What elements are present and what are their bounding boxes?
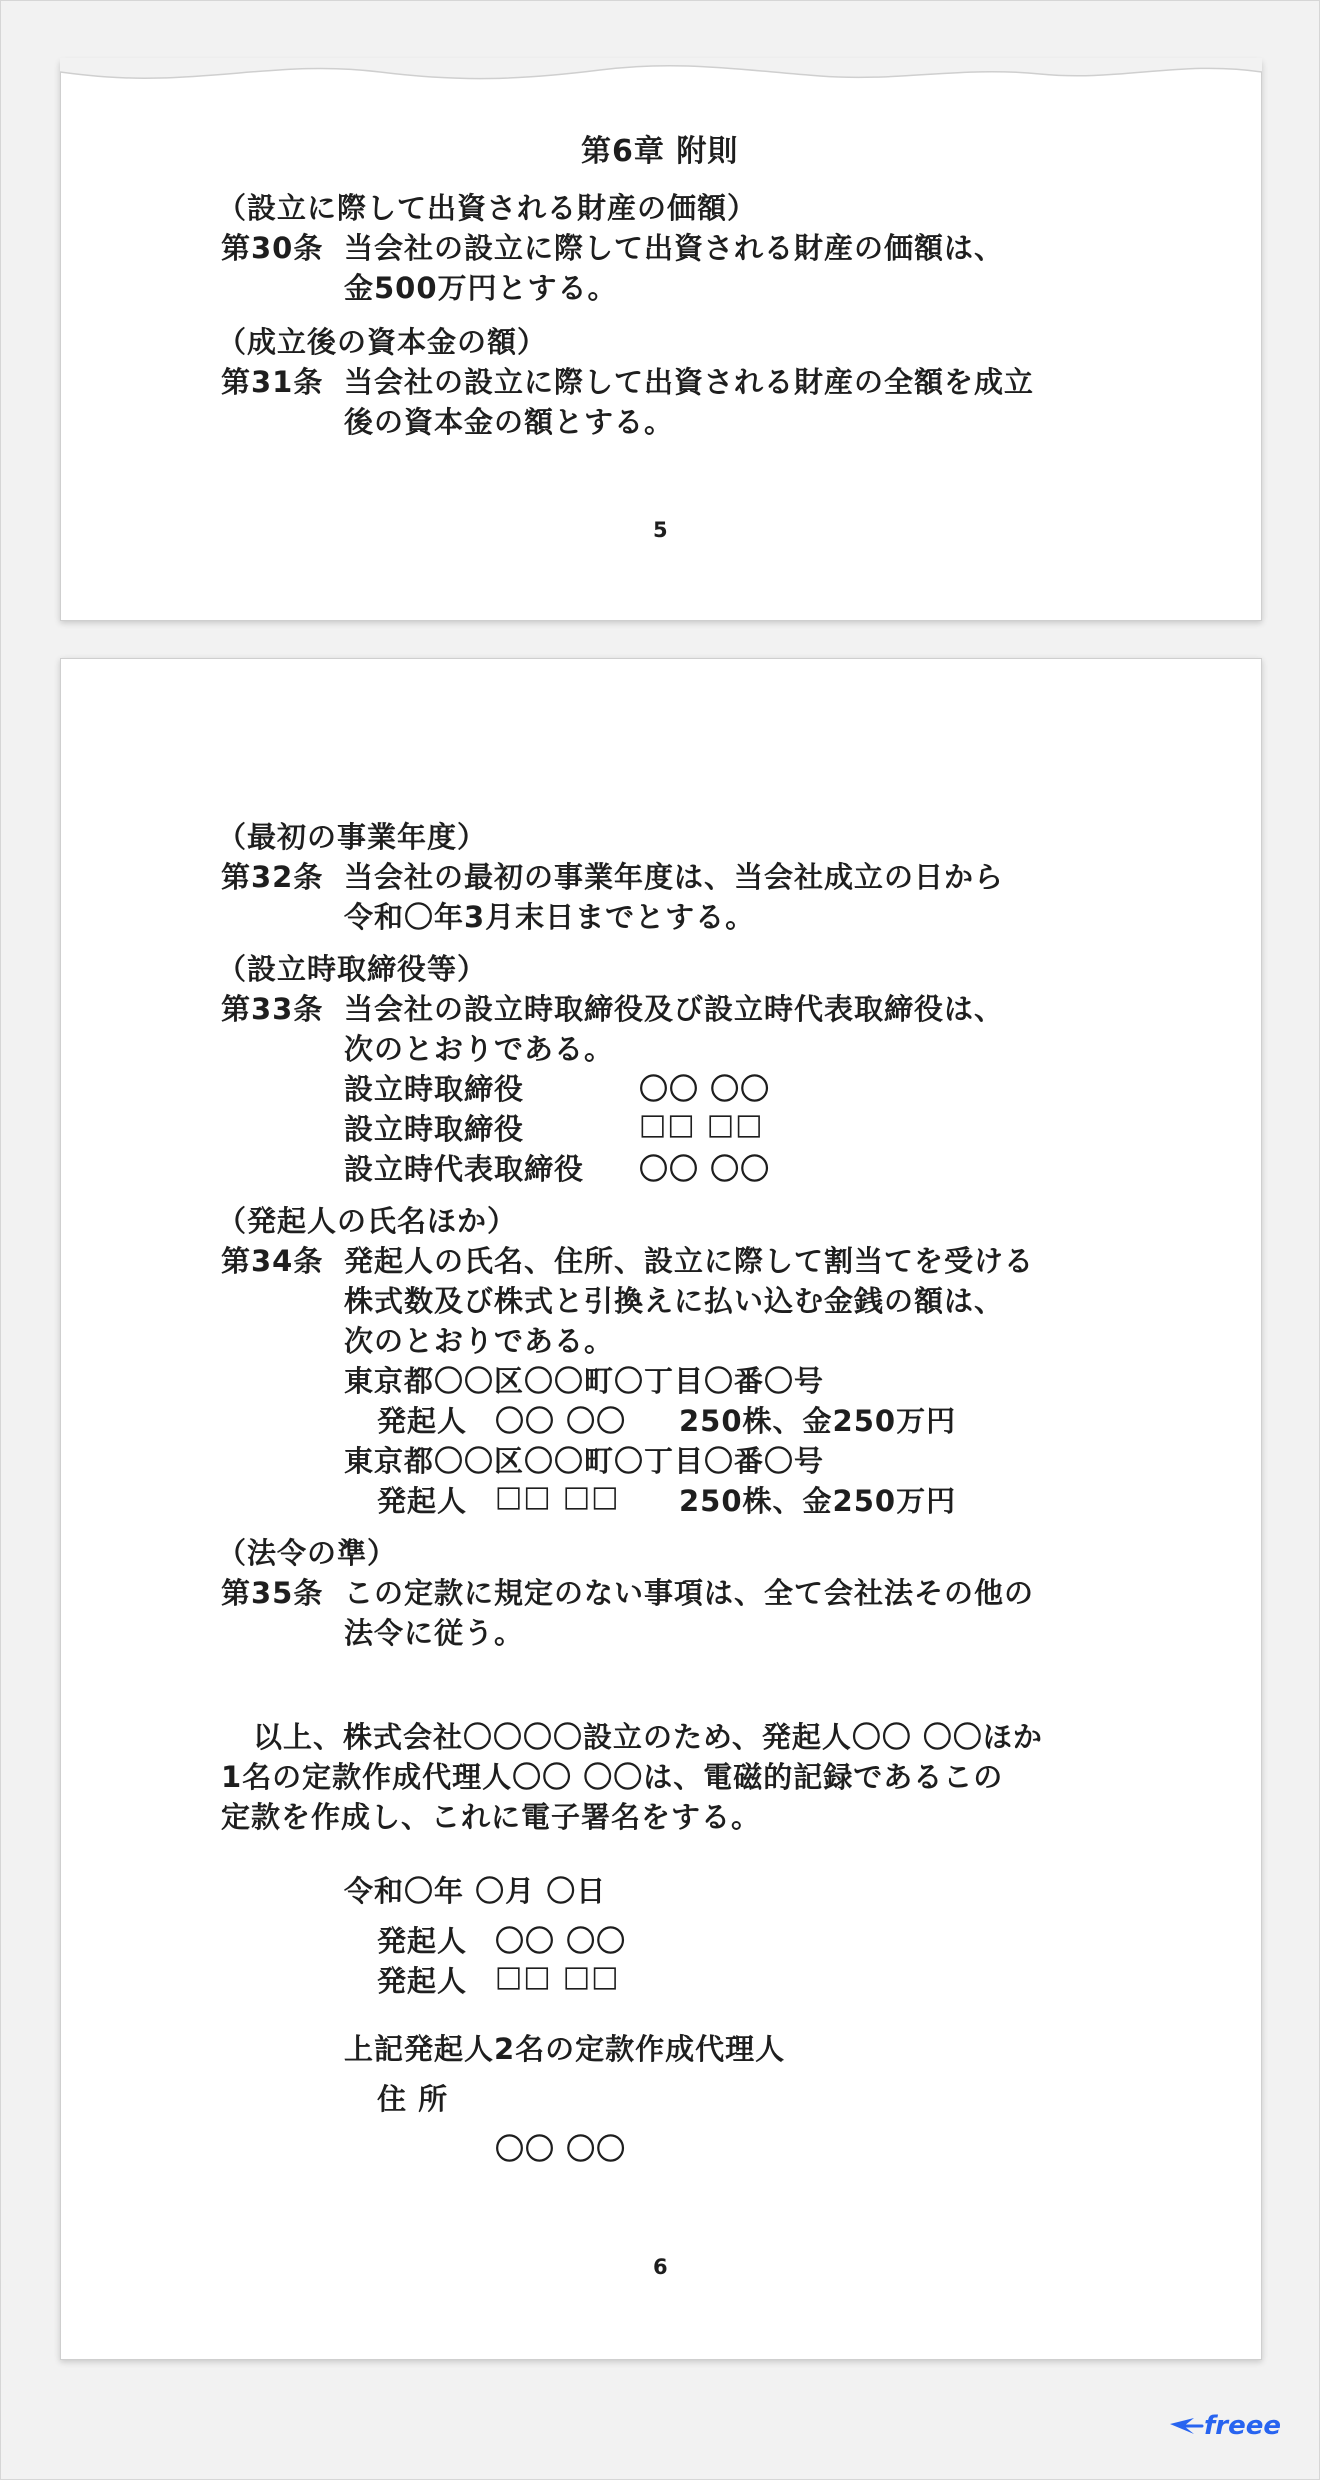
article-heading: （発起人の氏名ほか）: [217, 1204, 518, 1238]
address-label: 住 所: [377, 2082, 449, 2116]
page-number: 6: [653, 2255, 668, 2279]
page-number: 5: [653, 518, 668, 542]
page-6: [60, 658, 1262, 2360]
article-heading: （最初の事業年度）: [217, 820, 488, 854]
article-number: 第30条: [221, 231, 324, 265]
signer-name: 〇〇 〇〇: [495, 1924, 627, 1958]
freee-logo: [1168, 2396, 1288, 2452]
article-text: この定款に規定のない事項は、全て会社法その他の: [344, 1576, 1035, 1610]
article-text: 令和〇年3月末日までとする。: [344, 900, 756, 934]
director-name: 〇〇 〇〇: [639, 1072, 771, 1106]
article-text: 当会社の最初の事業年度は、当会社成立の日から: [344, 860, 1005, 894]
agent-name: 〇〇 〇〇: [495, 2132, 627, 2166]
article-number: 第35条: [221, 1576, 324, 1610]
director-role: 設立時取締役: [344, 1112, 525, 1146]
article-text: 法令に従う。: [344, 1616, 525, 1650]
article-number: 第34条: [221, 1244, 324, 1278]
director-role: 設立時代表取締役: [344, 1152, 585, 1186]
article-text: 次のとおりである。: [344, 1324, 615, 1358]
article-text: 当会社の設立時取締役及び設立時代表取締役は、: [344, 992, 1005, 1026]
logo-text: freee: [1204, 2411, 1282, 2441]
article-text: 当会社の設立に際して出資される財産の全額を成立: [344, 365, 1035, 399]
closing-text: 定款を作成し、これに電子署名をする。: [221, 1800, 762, 1834]
director-name: 〇〇 〇〇: [639, 1152, 771, 1186]
article-heading: （設立に際して出資される財産の価額）: [217, 191, 758, 225]
closing-text: 1名の定款作成代理人〇〇 〇〇は、電磁的記録であるこの: [221, 1760, 1004, 1794]
article-text: 金500万円とする。: [344, 271, 618, 305]
signer-name: □□ □□: [495, 1959, 620, 1993]
torn-edge: [60, 58, 1262, 92]
closing-text: 以上、株式会社〇〇〇〇設立のため、発起人〇〇 〇〇ほか: [253, 1720, 1043, 1754]
article-number: 第32条: [221, 860, 324, 894]
signing-date: 令和〇年 〇月 〇日: [344, 1874, 607, 1908]
article-heading: （設立時取締役等）: [217, 952, 488, 986]
agent-title: 上記発起人2名の定款作成代理人: [344, 2032, 786, 2066]
promoter-name: 〇〇 〇〇: [495, 1404, 627, 1438]
article-text: 後の資本金の額とする。: [344, 405, 675, 439]
signer-label: 発起人: [377, 1964, 468, 1998]
article-text: 当会社の設立に際して出資される財産の価額は、: [344, 231, 1005, 265]
director-name: □□ □□: [639, 1107, 764, 1141]
article-number: 第33条: [221, 992, 324, 1026]
promoter-name: □□ □□: [495, 1479, 620, 1513]
article-text: 発起人の氏名、住所、設立に際して割当てを受ける: [344, 1244, 1035, 1278]
promoter-label: 発起人: [377, 1404, 468, 1438]
article-text: 株式数及び株式と引換えに払い込む金銭の額は、: [344, 1284, 1005, 1318]
signer-label: 発起人: [377, 1924, 468, 1958]
promoter-label: 発起人: [377, 1484, 468, 1518]
chapter-title: 第6章 附則: [581, 134, 739, 169]
article-heading: （成立後の資本金の額）: [217, 325, 548, 359]
article-number: 第31条: [221, 365, 324, 399]
promoter-address: 東京都〇〇区〇〇町〇丁目〇番〇号: [344, 1364, 825, 1398]
article-text: 次のとおりである。: [344, 1032, 615, 1066]
director-role: 設立時取締役: [344, 1072, 525, 1106]
page-5: [60, 60, 1262, 621]
promoter-address: 東京都〇〇区〇〇町〇丁目〇番〇号: [344, 1444, 825, 1478]
promoter-shares: 250株、金250万円: [679, 1404, 957, 1438]
article-heading: （法令の準）: [217, 1536, 398, 1570]
promoter-shares: 250株、金250万円: [679, 1484, 957, 1518]
